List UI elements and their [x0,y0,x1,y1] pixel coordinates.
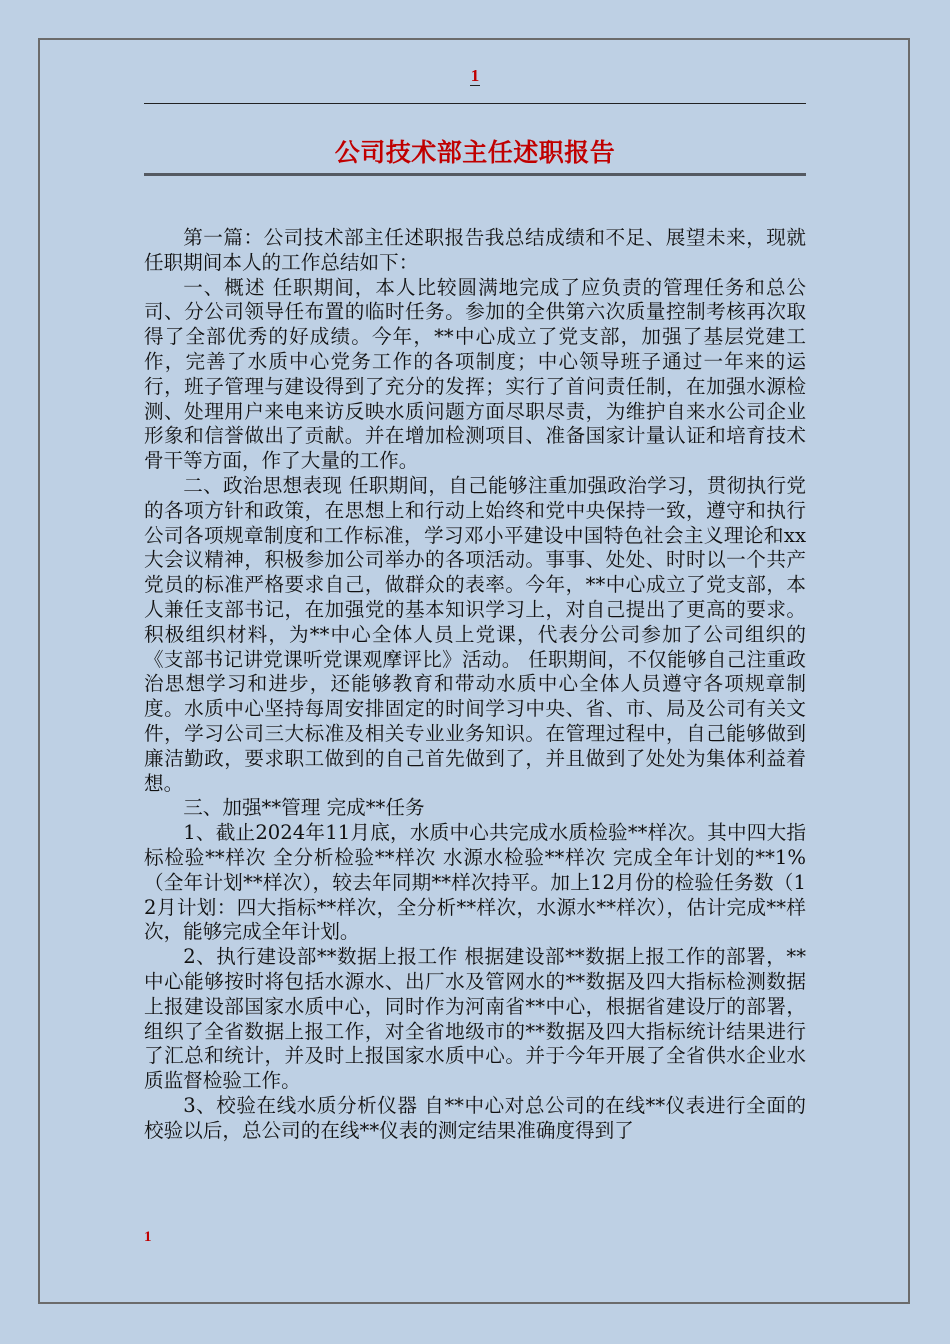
body-paragraph: 三、加强**管理 完成**任务 [183,796,425,820]
document-title: 公司技术部主任述职报告 [334,138,616,167]
header-divider [144,103,806,104]
document-body [144,226,806,1206]
body-paragraph: 1、截止2024年11月底，水质中心共完成水质检验**样次。其中四大指标检验**样次 全分析检验**样次 水源水检验**样次 完成全年计划的**1%（全年计划**样次），较去年同期**样次持平。加上12月份的检验任务数（12月计划：四大指标**样次，全分析**样次，水源水**样次），估计完成**样次，能够完成全年计划。 [144,821,806,944]
body-paragraph: 2、执行建设部**数据上报工作 根据建设部**数据上报工作的部署，**中心能够按时将包括水源水、出厂水及管网水的**数据及四大指标检测数据上报建设部国家水质中心，同时作为河南省**中心，根据省建设厅的部署，组织了全省数据上报工作，对全省地级市的**数据及四大指标统计结果进行了汇总和统计，并及时上报国家水质中心。并于今年开展了全省供水企业水质监督检验工作。 [144,945,806,1093]
footer-page-number: 1 [144,1229,152,1245]
title-divider [144,173,806,176]
header-page-number [0,66,950,86]
header-page-number-text: 1 [470,66,480,85]
body-paragraph: 3、校验在线水质分析仪器 自**中心对总公司的在线**仪表进行全面的校验以后，总公司的在线**仪表的测定结果准确度得到了 [144,1093,806,1142]
body-paragraph: 一、概述 任职期间，本人比较圆满地完成了应负责的管理任务和总公司、分公司领导任布置的临时任务。参加的全供第六次质量控制考核再次取得了全部优秀的好成绩。今年，**中心成立了党支部，加强了基层党建工作，完善了水质中心党务工作的各项制度；中心领导班子通过一年来的运行，班子管理与建设得到了充分的发挥；实行了首问责任制，在加强水源检测、处理用户来电来访反映水质问题方面尽职尽责，为维护自来水公司企业形象和信誉做出了贡献。并在增加检测项目、准备国家计量认证和培育技术骨干等方面，作了大量的工作。 [144,275,806,473]
body-paragraph: 第一篇：公司技术部主任述职报告我总结成绩和不足、展望未来，现就任职期间本人的工作总结如下： [144,226,806,274]
body-paragraph: 二、政治思想表现 任职期间，自己能够注重加强政治学习，贯彻执行党的各项方针和政策，在思想上和行动上始终和党中央保持一致，遵守和执行公司各项规章制度和工作标准，学习邓小平建设中国特色社会主义理论和xx大会议精神，积极参加公司举办的各项活动。事事、处处、时时以一个共产党员的标准严格要求自己，做群众的表率。今年，**中心成立了党支部，本人兼任支部书记，在加强党的基本知识学习上，对自己提出了更高的要求。积极组织材料，为**中心全体人员上党课，代表分公司参加了公司组织的《支部书记讲党课听党课观摩评比》活动。 任职期间，不仅能够自己注重政治思想学习和进步，还能够教育和带动水质中心全体人员遵守各项规章制度。水质中心坚持每周安排固定的时间学习中央、省、市、局及公司有关文件，学习公司三大标准及相关专业业务知识。在管理过程中，自己能够做到廉洁勤政，要求职工做到的自己首先做到了，并且做到了处处为集体利益着想。 [144,473,806,795]
